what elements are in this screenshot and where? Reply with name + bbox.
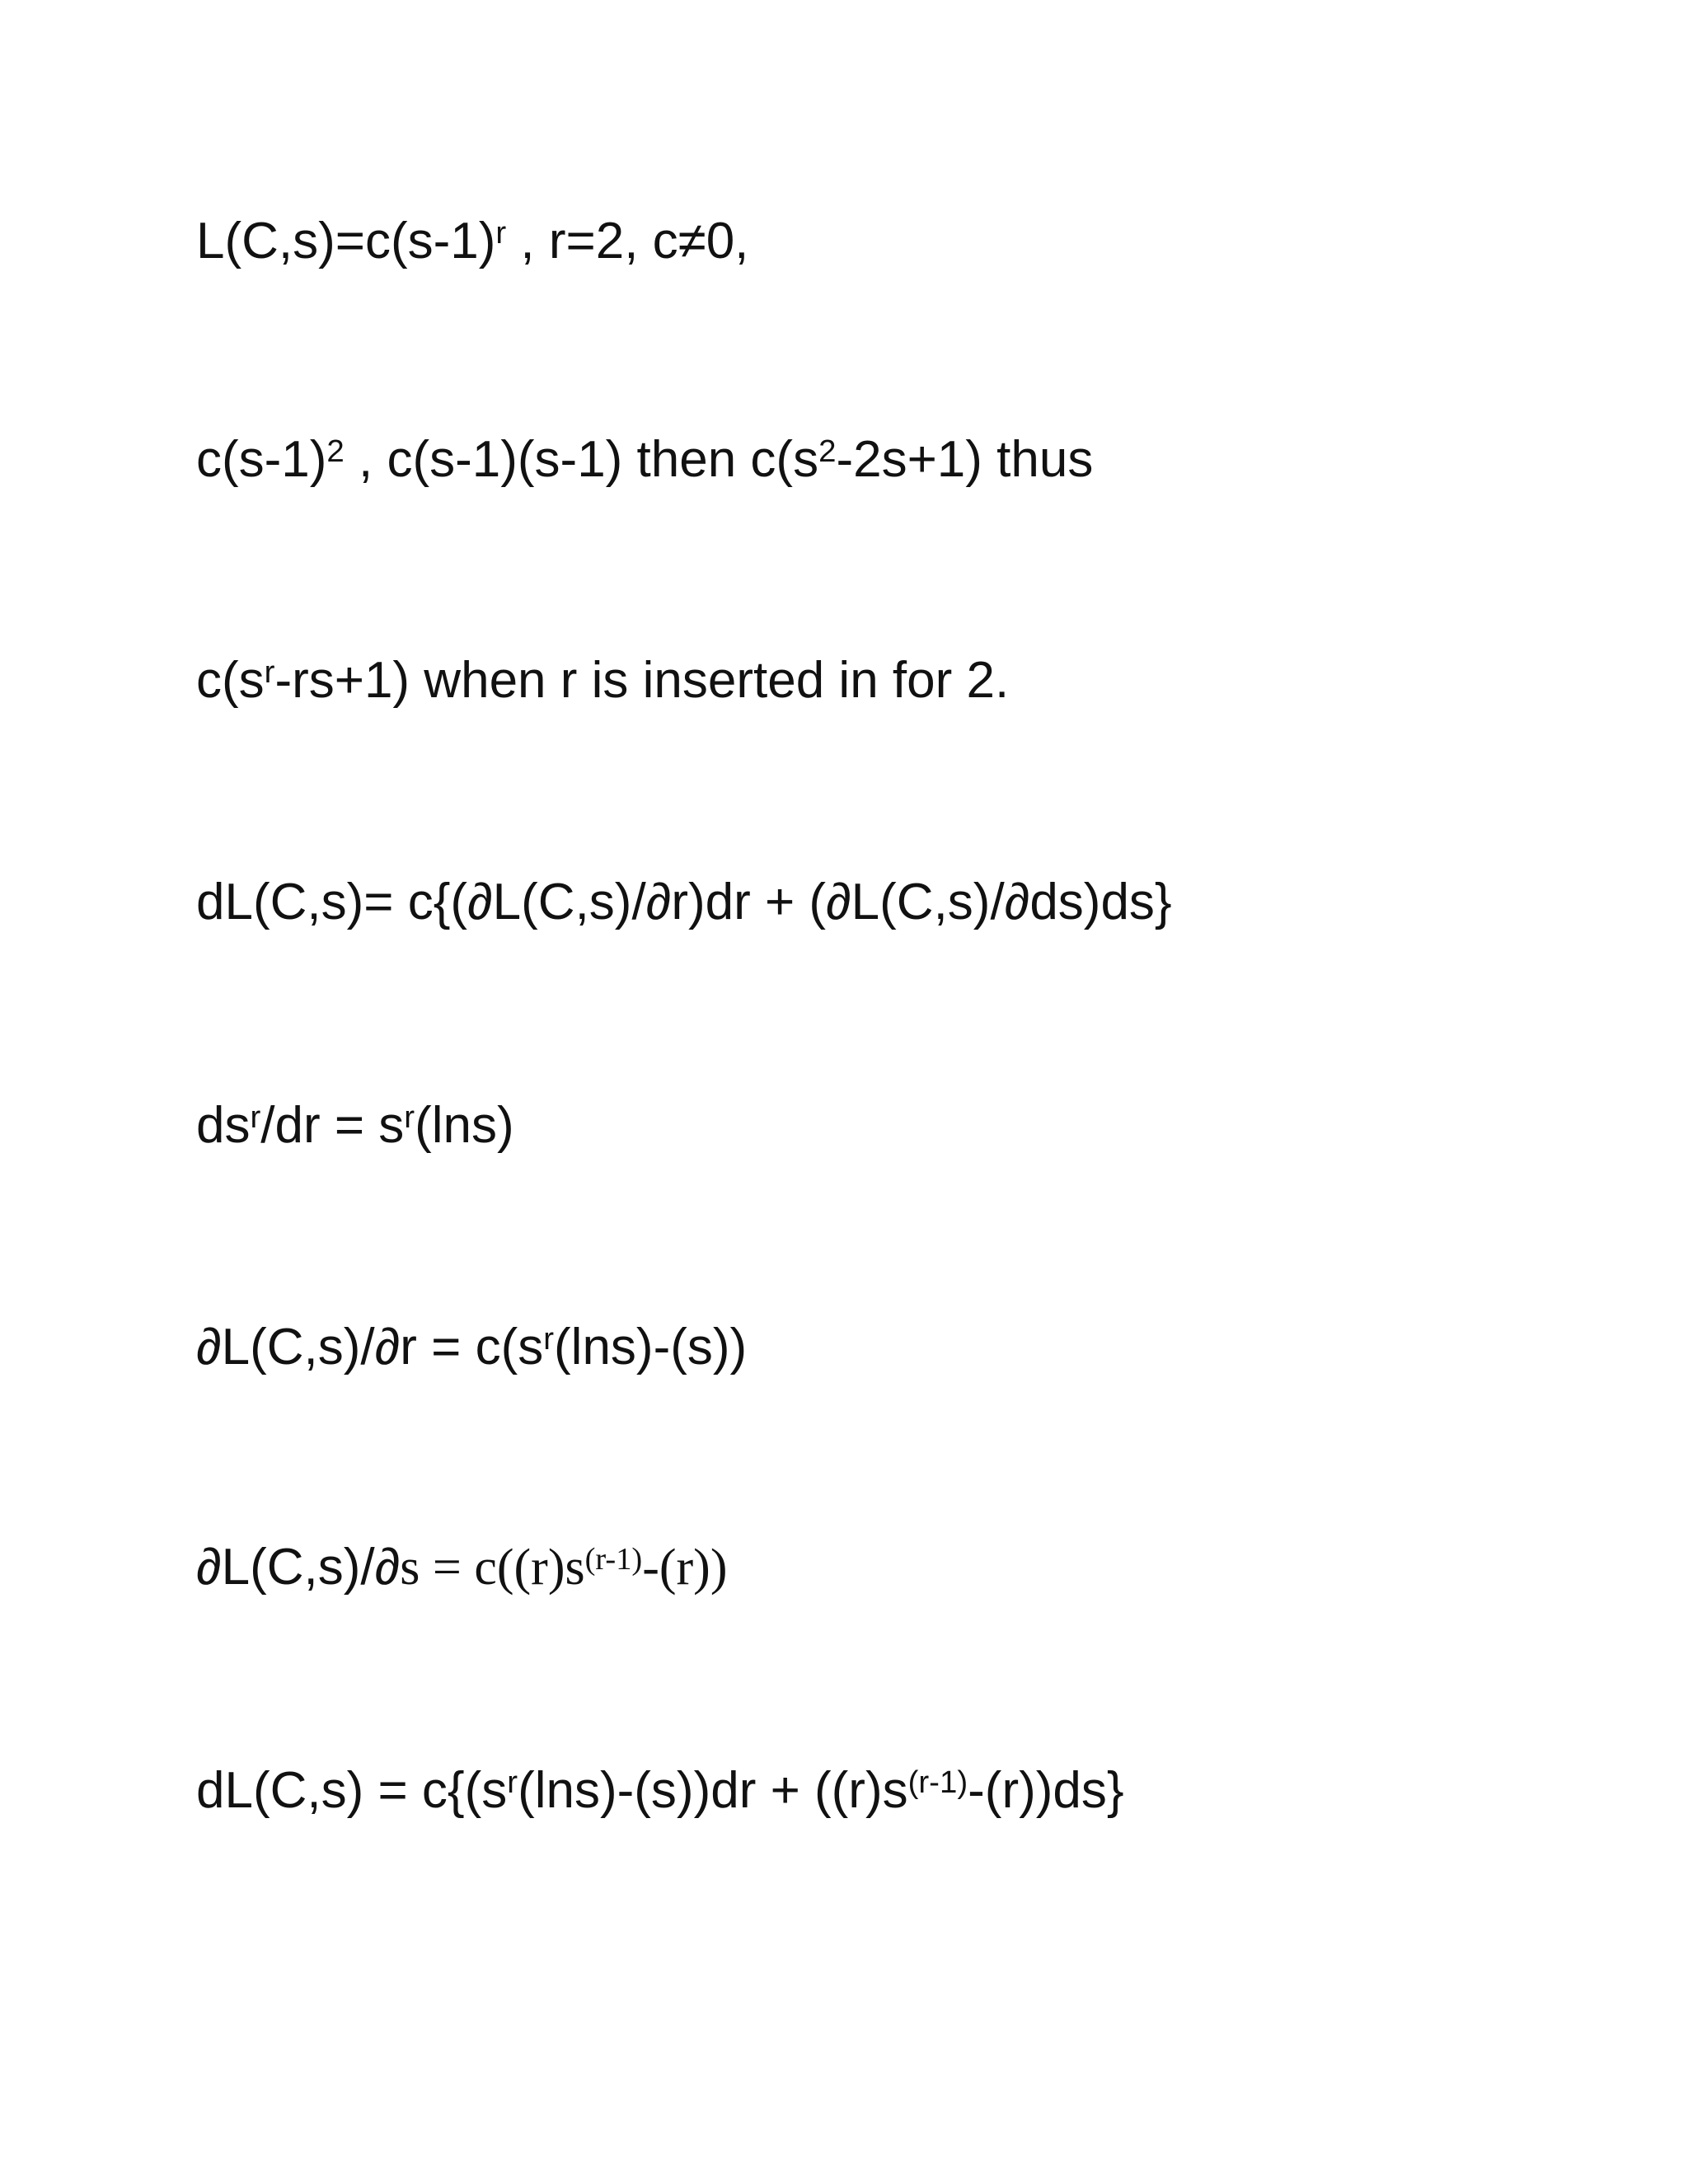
text-segment: -2s+1) thus bbox=[836, 431, 1094, 488]
superscript: r bbox=[250, 1099, 261, 1135]
text-segment: (lns)-(s)) bbox=[554, 1319, 748, 1376]
text-segment: , c(s-1)(s-1) then c(s bbox=[344, 431, 819, 488]
superscript: r bbox=[495, 214, 507, 251]
superscript: 2 bbox=[818, 433, 837, 469]
text-segment: -rs+1) when r is inserted in for 2. bbox=[274, 652, 1010, 709]
text-segment: dL(C,s)= c{(∂L(C,s)/∂r)dr + (∂L(C,s)/∂ds)ds} bbox=[196, 874, 1172, 930]
text-segment: /dr = s bbox=[260, 1097, 405, 1154]
text-segment: (lns) bbox=[415, 1097, 514, 1154]
text-segment: ∂L(C,s)/∂r = c(s bbox=[196, 1319, 544, 1376]
superscript: (r-1) bbox=[907, 1764, 968, 1800]
superscript: 2 bbox=[326, 433, 345, 469]
superscript: r bbox=[404, 1099, 415, 1135]
equation-line-7 bbox=[196, 1526, 727, 1609]
superscript: r bbox=[264, 654, 275, 690]
equation-line-8 bbox=[196, 1750, 1124, 1832]
text-segment-serif: -(r)) bbox=[642, 1540, 728, 1596]
text-segment: , r=2, c≠0, bbox=[506, 213, 749, 269]
text-segment: L(C,s)=c(s-1) bbox=[196, 213, 496, 269]
text-segment: c(s-1) bbox=[196, 431, 327, 488]
superscript: (r-1) bbox=[584, 1541, 643, 1577]
equation-line-2 bbox=[196, 419, 1093, 501]
text-segment: -(r))ds} bbox=[968, 1762, 1124, 1819]
text-segment: dL(C,s) = c{(s bbox=[196, 1762, 508, 1819]
superscript: r bbox=[507, 1764, 518, 1800]
text-segment-serif: s = c((r)s bbox=[400, 1540, 585, 1596]
text-segment: ∂L(C,s)/∂ bbox=[196, 1539, 401, 1596]
equation-line-4 bbox=[196, 861, 1172, 944]
text-segment: ds bbox=[196, 1097, 251, 1154]
equation-line-6 bbox=[196, 1306, 747, 1389]
text-segment: (lns)-(s))dr + ((r)s bbox=[518, 1762, 908, 1819]
equation-line-3 bbox=[196, 640, 1009, 722]
equation-line-1 bbox=[196, 200, 748, 283]
superscript: r bbox=[543, 1320, 555, 1357]
text-segment: c(s bbox=[196, 652, 265, 709]
equation-line-5 bbox=[196, 1085, 514, 1167]
